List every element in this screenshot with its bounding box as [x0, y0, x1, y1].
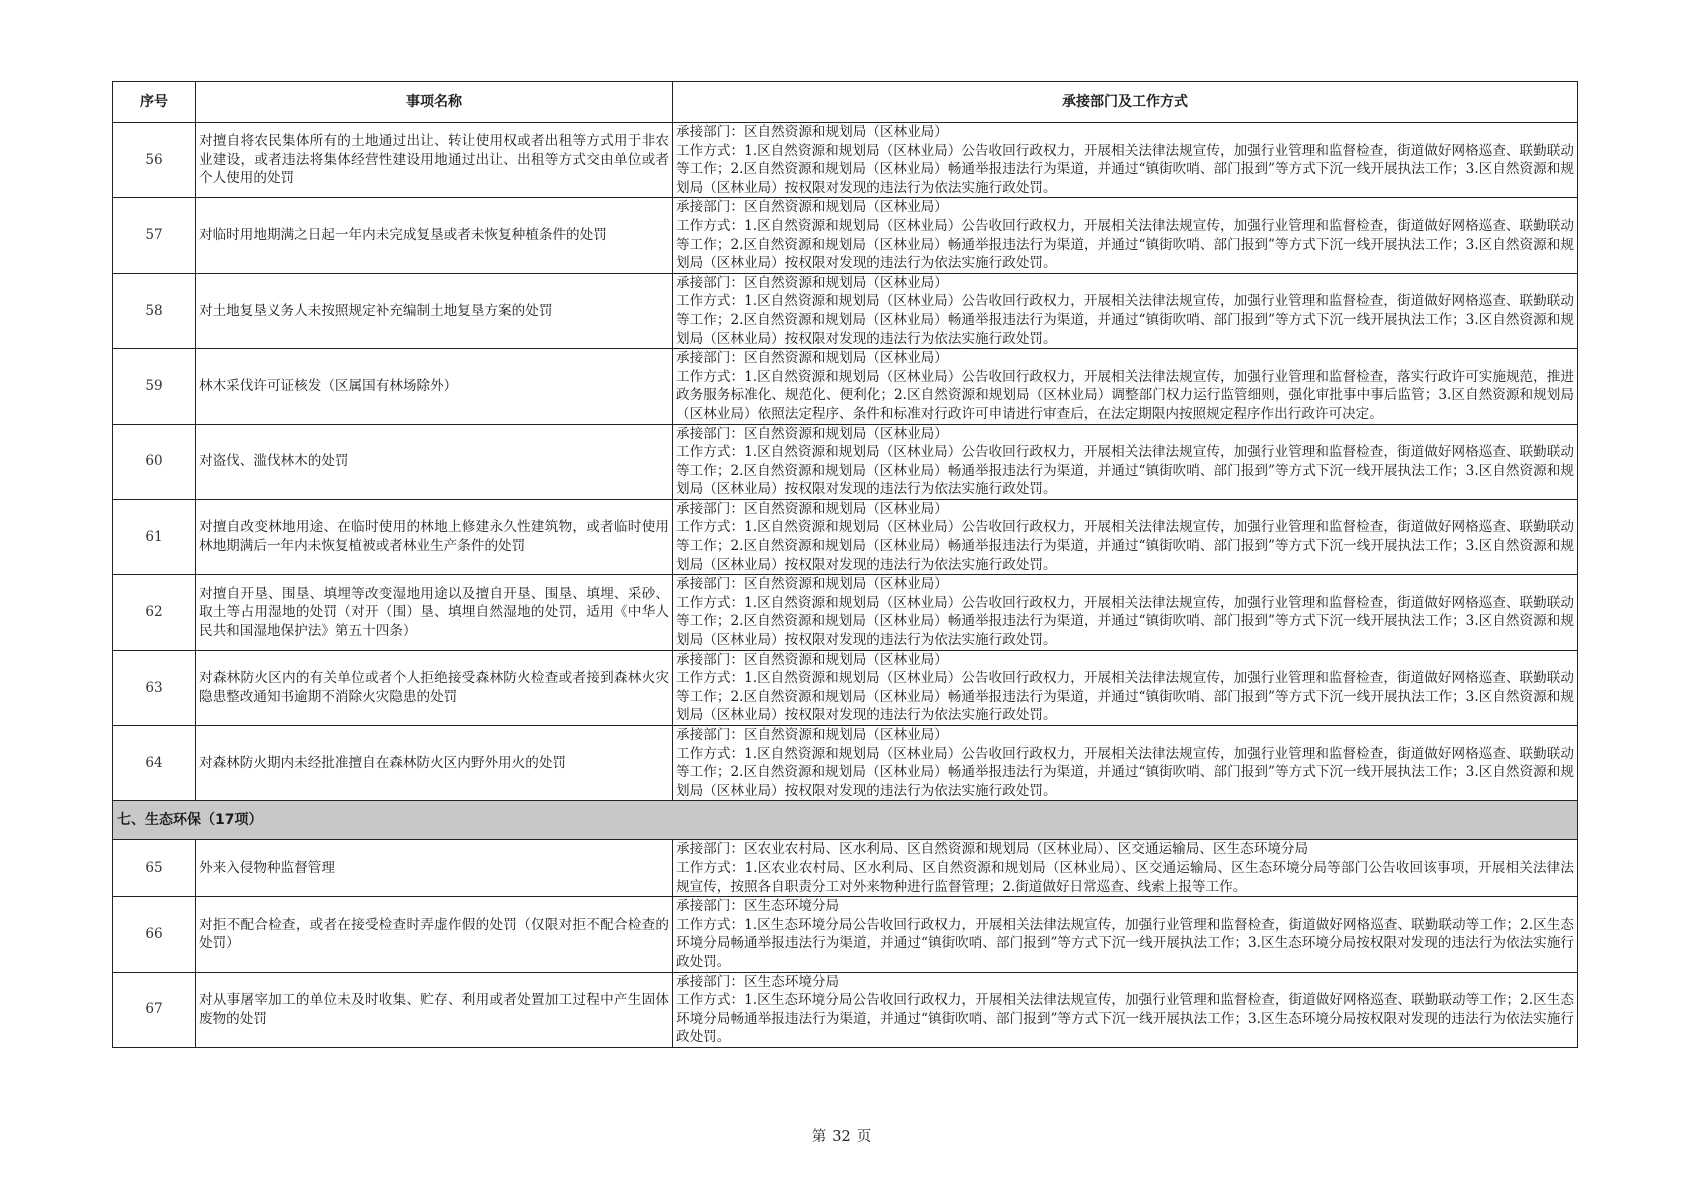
table-row — [113, 273, 1578, 348]
row-item-name: 对擅自将农民集体所有的土地通过出让、转让使用权或者出租等方式用于非农业建设，或者违法将集体经营性建设用地通过出让、出租等方式交由单位或者个人使用的处罚 — [196, 123, 673, 198]
table-header-row — [113, 82, 1578, 123]
row-number: 66 — [113, 897, 196, 972]
row-item-name: 对拒不配合检查，或者在接受检查时弄虚作假的处罚（仅限对拒不配合检查的处罚） — [196, 897, 673, 972]
row-number: 62 — [113, 575, 196, 650]
row-dept-method: 承接部门：区自然资源和规划局（区林业局） 工作方式：1.区自然资源和规划局（区林业局）公告收回行政权力，开展相关法律法规宣传，加强行业管理和监督检查，街道做好网格巡查、联勤联动等工作；2.区自然资源和规划局（区林业局）畅通举报违法行为渠道，并通过“镇街吹哨、部门报到”等方式下沉一线开展执法工作；3.区自然资源和规划局（区林业局）按权限对发现的违法行为依法实施行政处罚。 — [673, 499, 1578, 574]
row-dept-method: 承接部门：区自然资源和规划局（区林业局） 工作方式：1.区自然资源和规划局（区林业局）公告收回行政权力，开展相关法律法规宣传，加强行业管理和监督检查，街道做好网格巡查、联勤联动等工作；2.区自然资源和规划局（区林业局）畅通举报违法行为渠道，并通过“镇街吹哨、部门报到”等方式下沉一线开展执法工作；3.区自然资源和规划局（区林业局）按权限对发现的违法行为依法实施行政处罚。 — [673, 726, 1578, 801]
row-item-name: 对从事屠宰加工的单位未及时收集、贮存、利用或者处置加工过程中产生固体废物的处罚 — [196, 972, 673, 1047]
row-dept-method: 承接部门：区自然资源和规划局（区林业局） 工作方式：1.区自然资源和规划局（区林业局）公告收回行政权力，开展相关法律法规宣传，加强行业管理和监督检查，街道做好网格巡查、联勤联动等工作；2.区自然资源和规划局（区林业局）畅通举报违法行为渠道，并通过“镇街吹哨、部门报到”等方式下沉一线开展执法工作；3.区自然资源和规划局（区林业局）按权限对发现的违法行为依法实施行政处罚。 — [673, 575, 1578, 650]
row-dept-method: 承接部门：区自然资源和规划局（区林业局） 工作方式：1.区自然资源和规划局（区林业局）公告收回行政权力，开展相关法律法规宣传，加强行业管理和监督检查，街道做好网格巡查、联勤联动等工作；2.区自然资源和规划局（区林业局）畅通举报违法行为渠道，并通过“镇街吹哨、部门报到”等方式下沉一线开展执法工作；3.区自然资源和规划局（区林业局）按权限对发现的违法行为依法实施行政处罚。 — [673, 273, 1578, 348]
row-dept-method: 承接部门：区自然资源和规划局（区林业局） 工作方式：1.区自然资源和规划局（区林业局）公告收回行政权力，开展相关法律法规宣传，加强行业管理和监督检查，街道做好网格巡查、联勤联动等工作；2.区自然资源和规划局（区林业局）畅通举报违法行为渠道，并通过“镇街吹哨、部门报到”等方式下沉一线开展执法工作；3.区自然资源和规划局（区林业局）按权限对发现的违法行为依法实施行政处罚。 — [673, 198, 1578, 273]
row-item-name: 对森林防火期内未经批准擅自在森林防火区内野外用火的处罚 — [196, 726, 673, 801]
table-row — [113, 897, 1578, 972]
row-number: 60 — [113, 424, 196, 499]
page-footer — [0, 1125, 1683, 1146]
row-dept-method: 承接部门：区农业农村局、区水利局、区自然资源和规划局（区林业局）、区交通运输局、区生态环境分局 工作方式：1.区农业农村局、区水利局、区自然资源和规划局（区林业局）、区交通运输局、区生态环境分局等部门公告收回该事项，开展相关法律法规宣传，按照各自职责分工对外来物种进行监督管理；2.街道做好日常巡查、线索上报等工作。 — [673, 840, 1578, 897]
table-row — [113, 575, 1578, 650]
row-number: 63 — [113, 650, 196, 725]
row-dept-method: 承接部门：区自然资源和规划局（区林业局） 工作方式：1.区自然资源和规划局（区林业局）公告收回行政权力，开展相关法律法规宣传，加强行业管理和监督检查，街道做好网格巡查、联勤联动等工作；2.区自然资源和规划局（区林业局）畅通举报违法行为渠道，并通过“镇街吹哨、部门报到”等方式下沉一线开展执法工作；3.区自然资源和规划局（区林业局）按权限对发现的违法行为依法实施行政处罚。 — [673, 650, 1578, 725]
row-dept-method: 承接部门：区自然资源和规划局（区林业局） 工作方式：1.区自然资源和规划局（区林业局）公告收回行政权力，开展相关法律法规宣传，加强行业管理和监督检查，街道做好网格巡查、联勤联动等工作；2.区自然资源和规划局（区林业局）畅通举报违法行为渠道，并通过“镇街吹哨、部门报到”等方式下沉一线开展执法工作；3.区自然资源和规划局（区林业局）按权限对发现的违法行为依法实施行政处罚。 — [673, 123, 1578, 198]
row-item-name: 林木采伐许可证核发（区属国有林场除外） — [196, 349, 673, 424]
row-number: 65 — [113, 840, 196, 897]
header-item-name: 事项名称 — [196, 82, 673, 123]
row-dept-method: 承接部门：区生态环境分局 工作方式：1.区生态环境分局公告收回行政权力，开展相关法律法规宣传，加强行业管理和监督检查，街道做好网格巡查、联勤联动等工作；2.区生态环境分局畅通举报违法行为渠道，并通过“镇街吹哨、部门报到”等方式下沉一线开展执法工作；3.区生态环境分局按权限对发现的违法行为依法实施行政处罚。 — [673, 972, 1578, 1047]
row-number: 57 — [113, 198, 196, 273]
table-row — [113, 650, 1578, 725]
row-dept-method: 承接部门：区自然资源和规划局（区林业局） 工作方式：1.区自然资源和规划局（区林业局）公告收回行政权力，开展相关法律法规宣传，加强行业管理和监督检查，落实行政许可实施规范，推进政务服务标准化、规范化、便利化；2.区自然资源和规划局（区林业局）调整部门权力运行监管细则，强化审批事中事后监管；3.区自然资源和规划局（区林业局）依照法定程序、条件和标准对行政许可申请进行审查后，在法定期限内按照规定程序作出行政许可决定。 — [673, 349, 1578, 424]
table-row — [113, 123, 1578, 198]
page-number-suffix: 页 — [856, 1129, 872, 1145]
row-item-name: 对临时用地期满之日起一年内未完成复垦或者未恢复种植条件的处罚 — [196, 198, 673, 273]
section-header-row — [113, 801, 1578, 840]
section-title: 七、生态环保（17项） — [113, 801, 1578, 840]
row-item-name: 对森林防火区内的有关单位或者个人拒绝接受森林防火检查或者接到森林火灾隐患整改通知书逾期不消除火灾隐患的处罚 — [196, 650, 673, 725]
header-seq: 序号 — [113, 82, 196, 123]
row-number: 67 — [113, 972, 196, 1047]
table-row — [113, 840, 1578, 897]
row-number: 61 — [113, 499, 196, 574]
table-row — [113, 198, 1578, 273]
row-item-name: 对擅自开垦、围垦、填埋等改变湿地用途以及擅自开垦、围垦、填埋、采砂、取土等占用湿地的处罚（对开（围）垦、填埋自然湿地的处罚，适用《中华人民共和国湿地保护法》第五十四条） — [196, 575, 673, 650]
page-number-prefix: 第 — [811, 1129, 827, 1145]
row-item-name: 对盗伐、滥伐林木的处罚 — [196, 424, 673, 499]
table-row — [113, 726, 1578, 801]
row-number: 56 — [113, 123, 196, 198]
page-number: 32 — [832, 1129, 851, 1145]
items-table — [112, 81, 1578, 1048]
row-dept-method: 承接部门：区生态环境分局 工作方式：1.区生态环境分局公告收回行政权力，开展相关法律法规宣传，加强行业管理和监督检查，街道做好网格巡查、联勤联动等工作；2.区生态环境分局畅通举报违法行为渠道，并通过“镇街吹哨、部门报到”等方式下沉一线开展执法工作；3.区生态环境分局按权限对发现的违法行为依法实施行政处罚。 — [673, 897, 1578, 972]
table-row — [113, 424, 1578, 499]
table-row — [113, 349, 1578, 424]
table-row — [113, 499, 1578, 574]
row-number: 64 — [113, 726, 196, 801]
row-item-name: 外来入侵物种监督管理 — [196, 840, 673, 897]
row-dept-method: 承接部门：区自然资源和规划局（区林业局） 工作方式：1.区自然资源和规划局（区林业局）公告收回行政权力，开展相关法律法规宣传，加强行业管理和监督检查，街道做好网格巡查、联勤联动等工作；2.区自然资源和规划局（区林业局）畅通举报违法行为渠道，并通过“镇街吹哨、部门报到”等方式下沉一线开展执法工作；3.区自然资源和规划局（区林业局）按权限对发现的违法行为依法实施行政处罚。 — [673, 424, 1578, 499]
table-row — [113, 972, 1578, 1047]
row-item-name: 对土地复垦义务人未按照规定补充编制土地复垦方案的处罚 — [196, 273, 673, 348]
row-item-name: 对擅自改变林地用途、在临时使用的林地上修建永久性建筑物，或者临时使用林地期满后一年内未恢复植被或者林业生产条件的处罚 — [196, 499, 673, 574]
row-number: 59 — [113, 349, 196, 424]
row-number: 58 — [113, 273, 196, 348]
header-dept-method: 承接部门及工作方式 — [673, 82, 1578, 123]
